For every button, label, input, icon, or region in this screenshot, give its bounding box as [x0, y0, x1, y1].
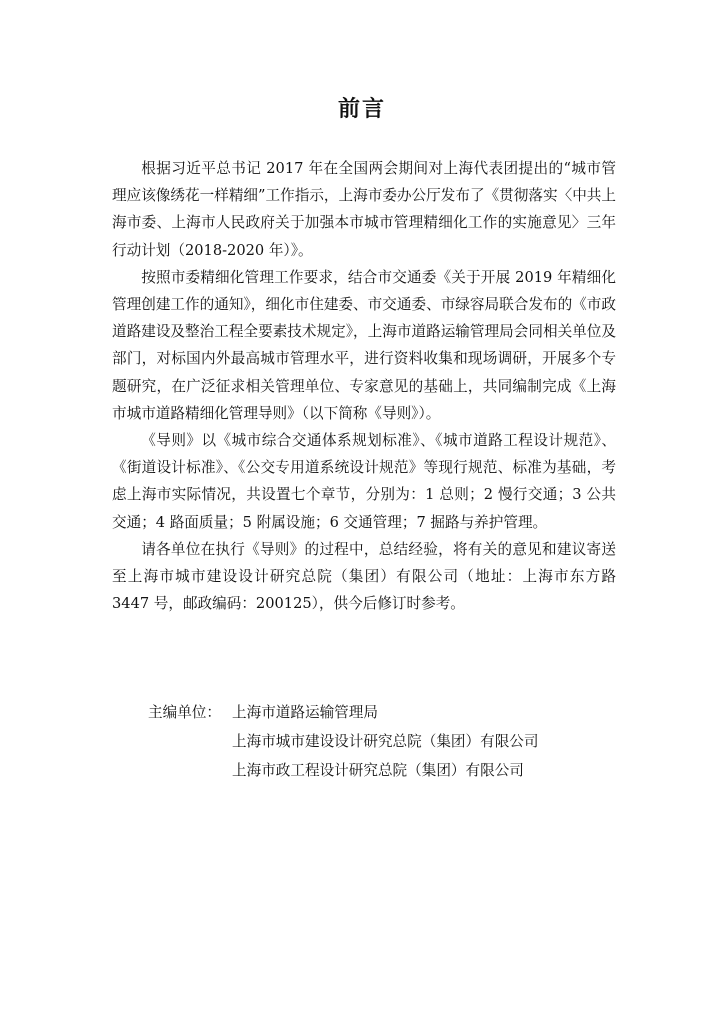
- page-title: 前言: [337, 97, 386, 122]
- paragraph-1: 根据习近平总书记 2017 年在全国两会期间对上海代表团提出的“城市管理应该像绣花一样精细”工作指示，上海市委办公厅发布了《贯彻落实〈中共上海市委、上海市人民政府关于加强本市城市管理精细化工作的实施意见〉三年行动计划（2018-2020 年）》。: [112, 160, 616, 259]
- paragraph-2: 按照市委精细化管理工作要求，结合市交通委《关于开展 2019 年精细化管理创建工作的通知》，细化市住建委、市交通委、市绿容局联合发布的《市政道路建设及整治工程全要素技术规定》，上海市道路运输管理局会同相关单位及部门，对标国内外最高城市管理水平，进行资料收集和现场调研，开展多个专题研究，在广泛征求相关管理单位、专家意见的基础上，共同编制完成《上海市城市道路精细化管理导则》（以下简称《导则》）。: [112, 268, 616, 422]
- paragraph-3: 《导则》以《城市综合交通体系规划标准》、《城市道路工程设计规范》、《街道设计标准》、《公交专用道系统设计规范》等现行规范、标准为基础，考虑上海市实际情况，共设置七个章节，分别为：1 总则；2 慢行交通；3 公共交通；4 路面质量；5 附属设施；6 交通管理；7 掘路与养护管理。: [112, 432, 616, 531]
- chief-editor-units: [148, 698, 538, 785]
- editor-unit-2: 上海市城市建设设计研究总院（集团）有限公司: [232, 733, 539, 750]
- editor-row-2: [148, 727, 538, 756]
- editor-row-3: [148, 756, 538, 785]
- preface-body: [112, 155, 616, 617]
- editor-label: 主编单位：: [148, 704, 221, 721]
- editor-unit-1: 上海市道路运输管理局: [232, 704, 378, 721]
- paragraph-4: 请各单位在执行《导则》的过程中，总结经验，将有关的意见和建议寄送至上海市城市建设设计研究总院（集团）有限公司（地址：上海市东方路 3447 号，邮政编码：200125），供今后修订时参考。: [112, 540, 616, 613]
- editor-unit-3: 上海市政工程设计研究总院（集团）有限公司: [232, 762, 524, 779]
- editor-row-1: [148, 698, 538, 727]
